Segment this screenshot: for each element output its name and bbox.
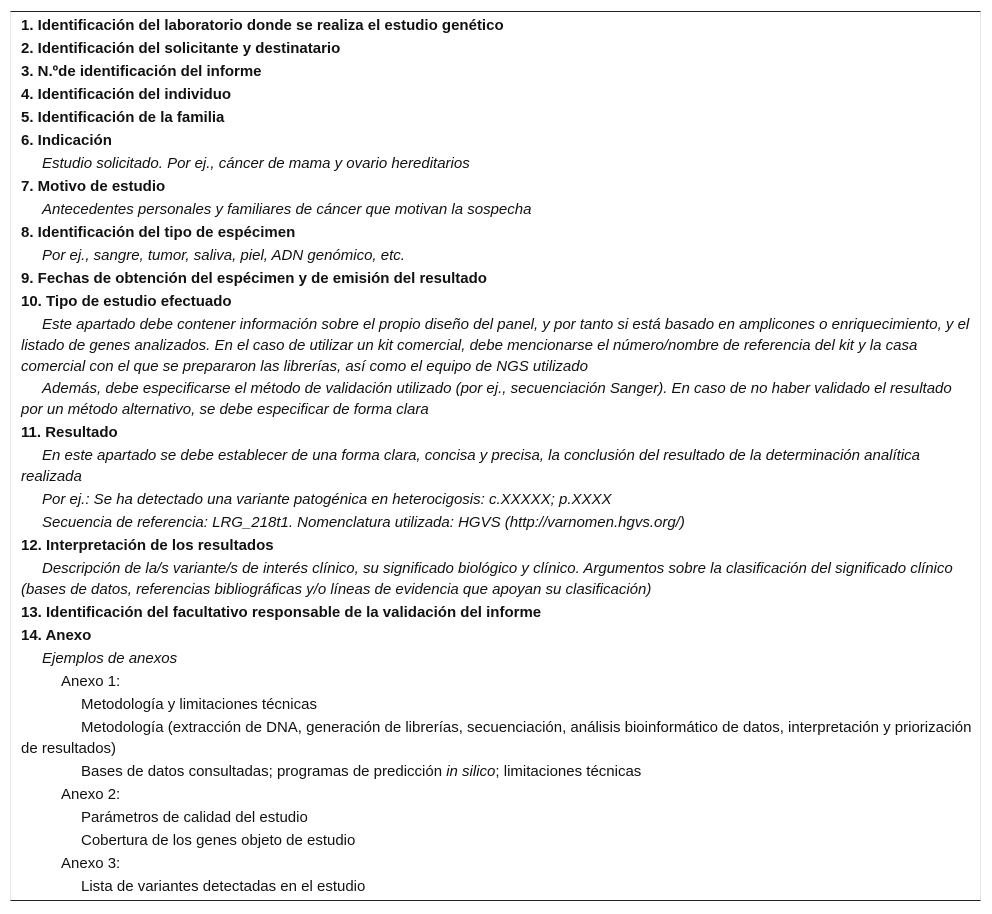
section-heading: 3. N.ºde identificación del informe bbox=[21, 63, 262, 80]
section-text: Por ej.: Se ha detectado una variante patogénica en heterocigosis: c.XXXXX; p.XXXX bbox=[42, 491, 612, 508]
section-paragraph: Este apartado debe contener información sobre el propio diseño del panel, y por tanto si está basado en amplicones o enriquecimiento, y el listado de genes analizados. En el caso de utilizar un kit comercial, debe mencionarse el número/nombre de referencia del kit y la casa comercial con el que se prepararon las librerías, así como el equipo de NGS utilizado bbox=[21, 316, 970, 375]
annex-item: Cobertura de los genes objeto de estudio bbox=[81, 832, 356, 849]
section-text: Secuencia de referencia: LRG_218t1. Nomenclatura utilizada: HGVS (http://varnomen.hgvs.org/) bbox=[42, 514, 685, 531]
section-heading: 4. Identificación del individuo bbox=[21, 86, 232, 103]
section-text: Por ej., sangre, tumor, saliva, piel, ADN genómico, etc. bbox=[42, 247, 405, 264]
section-heading: 8. Identificación del tipo de espécimen bbox=[21, 224, 296, 241]
section-text: Antecedentes personales y familiares de cáncer que motivan la sospecha bbox=[42, 201, 532, 218]
section-text: Estudio solicitado. Por ej., cáncer de mama y ovario hereditarios bbox=[42, 155, 470, 172]
annex-item-text: ; limitaciones técnicas bbox=[495, 763, 642, 780]
annex-item: Metodología y limitaciones técnicas bbox=[81, 696, 317, 713]
section-heading: 1. Identificación del laboratorio donde se realiza el estudio genético bbox=[21, 17, 504, 34]
report-contents-table bbox=[10, 11, 981, 901]
section-heading: 7. Motivo de estudio bbox=[21, 178, 166, 195]
section-paragraph: En este apartado se debe establecer de una forma clara, concisa y precisa, la conclusión del resultado de la determinación analítica realizada bbox=[21, 447, 921, 485]
section-heading: 2. Identificación del solicitante y destinatario bbox=[21, 40, 341, 57]
section-paragraph: Descripción de la/s variante/s de interés clínico, su significado biológico y clínico. Argumentos sobre la clasificación del significado clínico (bases de datos, referencias bibliográficas y/o líneas de evidencia que apoyan su clasificación) bbox=[21, 560, 953, 598]
annex-item: Lista de variantes detectadas en el estudio bbox=[81, 878, 366, 895]
section-heading: 9. Fechas de obtención del espécimen y de emisión del resultado bbox=[21, 270, 487, 287]
annex-item: Parámetros de calidad del estudio bbox=[81, 809, 308, 826]
section-heading: 10. Tipo de estudio efectuado bbox=[21, 293, 232, 310]
section-heading: 14. Anexo bbox=[21, 627, 92, 644]
annex-item-italic-text: in silico bbox=[446, 763, 496, 780]
section-heading: 11. Resultado bbox=[21, 424, 118, 441]
annex-label: Anexo 1: bbox=[61, 673, 121, 690]
section-paragraph: Además, debe especificarse el método de validación utilizado (por ej., secuenciación Sanger). En caso de no haber validado el resultado por un método alternativo, se debe especificar de forma clara bbox=[21, 380, 952, 418]
annex-item bbox=[21, 760, 972, 783]
annex-item-text: Bases de datos consultadas; programas de predicción bbox=[81, 763, 447, 780]
annex-label: Anexo 3: bbox=[61, 855, 121, 872]
section-text: Ejemplos de anexos bbox=[42, 650, 178, 667]
annex-label: Anexo 2: bbox=[61, 786, 121, 803]
section-heading: 13. Identificación del facultativo responsable de la validación del informe bbox=[21, 604, 542, 621]
section-heading: 6. Indicación bbox=[21, 132, 112, 149]
section-heading: 5. Identificación de la familia bbox=[21, 109, 225, 126]
annex-item: Metodología (extracción de DNA, generación de librerías, secuenciación, análisis bioinformático de datos, interpretación y priorización de resultados) bbox=[21, 719, 972, 757]
section-heading: 12. Interpretación de los resultados bbox=[21, 537, 274, 554]
